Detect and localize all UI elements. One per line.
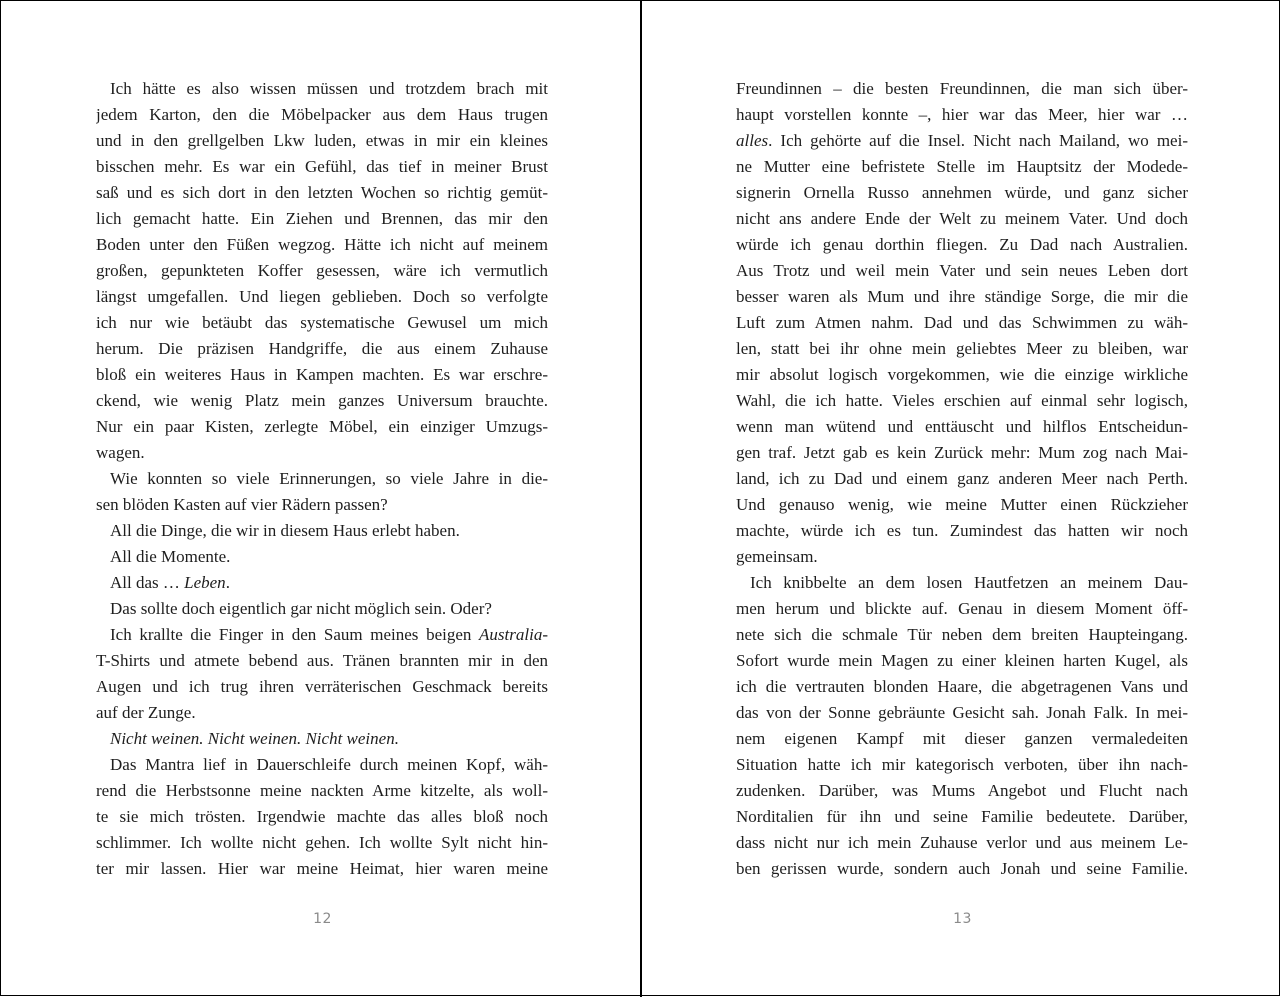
text-line xyxy=(96,388,548,414)
text-segment: lich gemacht hatte. Ein Ziehen und Brennen, das mir den xyxy=(96,209,548,228)
left-page-number: 12 xyxy=(313,911,332,927)
text-line xyxy=(96,648,548,674)
text-line xyxy=(96,804,548,830)
text-line xyxy=(736,492,1188,518)
text-segment: Norditalien für ihn und seine Familie bedeutete. Darüber, xyxy=(736,807,1188,826)
text-segment: zudenken. Darüber, was Mums Angebot und Flucht nach xyxy=(736,781,1188,800)
text-line xyxy=(736,206,1188,232)
text-segment: - xyxy=(542,625,548,644)
text-line xyxy=(736,180,1188,206)
text-segment: ckend, wie wenig Platz mein ganzes Universum brauchte. xyxy=(96,391,548,410)
text-segment: und in den grellgelben Lkw luden, etwas in mir ein kleines xyxy=(96,131,548,150)
text-segment: Wahl, die ich hatte. Vieles erschien auf einmal sehr logisch, xyxy=(736,391,1188,410)
text-line xyxy=(96,128,548,154)
text-segment: bisschen mehr. Es war ein Gefühl, das tief in meiner Brust xyxy=(96,157,548,176)
text-line xyxy=(96,440,548,466)
text-line xyxy=(96,310,548,336)
text-line xyxy=(736,544,1188,570)
text-segment: ter mir lassen. Hier war meine Heimat, hier waren meine xyxy=(96,859,548,878)
right-page-number: 13 xyxy=(953,911,972,927)
text-segment: land, ich zu Dad und einem ganz anderen Meer nach Perth. xyxy=(736,469,1188,488)
text-line xyxy=(736,362,1188,388)
text-segment: Situation hatte ich mir kategorisch verboten, über ihn nach- xyxy=(736,755,1188,774)
text-segment: len, statt bei ihr ohne mein geliebtes Meer zu bleiben, war xyxy=(736,339,1188,358)
text-segment: gen traf. Jetzt gab es kein Zurück mehr: Mum zog nach Mai- xyxy=(736,443,1188,462)
text-line xyxy=(736,752,1188,778)
text-line xyxy=(96,856,548,882)
text-segment: wenn man wütend und enttäuscht und hilflos Entscheidun- xyxy=(736,417,1188,436)
text-segment: schlimmer. Ich wollte nicht gehen. Ich wollte Sylt nicht hin- xyxy=(96,833,548,852)
text-segment: Wie konnten so viele Erinnerungen, so viele Jahre in die- xyxy=(110,469,548,488)
text-segment: Luft zum Atmen nahm. Dad und das Schwimmen zu wäh- xyxy=(736,313,1188,332)
text-line xyxy=(96,206,548,232)
text-segment: Nur ein paar Kisten, zerlegte Möbel, ein einziger Umzugs- xyxy=(96,417,548,436)
text-line xyxy=(736,596,1188,622)
text-segment: besser waren als Mum und ihre ständige Sorge, die mir die xyxy=(736,287,1188,306)
text-line xyxy=(736,440,1188,466)
text-line xyxy=(736,622,1188,648)
text-segment: . Ich gehörte auf die Insel. Nicht nach Mailand, wo mei- xyxy=(768,131,1188,150)
text-segment: T-Shirts und atmete bebend aus. Tränen brannten mir in den xyxy=(96,651,548,670)
text-line xyxy=(736,700,1188,726)
text-line xyxy=(96,258,548,284)
text-segment: nicht ans andere Ende der Welt zu meinem Vater. Und doch xyxy=(736,209,1188,228)
text-segment: te sie mich trösten. Irgendwie machte das alles bloß noch xyxy=(96,807,548,826)
text-segment: Das Mantra lief in Dauerschleife durch meinen Kopf, wäh- xyxy=(110,755,548,774)
text-line xyxy=(736,648,1188,674)
text-line xyxy=(736,674,1188,700)
text-segment: mir absolut logisch vorgekommen, wie die einzige wirkliche xyxy=(736,365,1188,384)
text-line xyxy=(96,76,548,102)
text-line xyxy=(96,154,548,180)
italic-text: Nicht weinen. Nicht weinen. Nicht weinen. xyxy=(110,729,399,748)
text-line xyxy=(736,284,1188,310)
text-line xyxy=(96,622,548,648)
text-segment: längst umgefallen. Und liegen geblieben. Doch so verfolgte xyxy=(96,287,548,306)
text-line xyxy=(96,492,548,518)
left-page xyxy=(1,1,640,997)
text-line xyxy=(736,128,1188,154)
italic-text: Leben xyxy=(184,573,226,592)
text-line xyxy=(736,258,1188,284)
text-line xyxy=(96,284,548,310)
right-page-text xyxy=(736,76,1188,882)
text-segment: Augen und ich trug ihren verräterischen Geschmack bereits xyxy=(96,677,548,696)
text-line xyxy=(96,336,548,362)
text-line xyxy=(96,102,548,128)
text-line xyxy=(736,518,1188,544)
text-line xyxy=(736,388,1188,414)
text-segment: Ich krallte die Finger in den Saum meines beigen xyxy=(110,625,480,644)
text-line xyxy=(736,76,1188,102)
italic-text: alles xyxy=(736,131,769,150)
text-segment: Ich hätte es also wissen müssen und trotzdem brach mit xyxy=(110,79,548,98)
text-line xyxy=(736,102,1188,128)
text-segment: Das sollte doch eigentlich gar nicht möglich sein. Oder? xyxy=(110,599,492,618)
left-page-text xyxy=(96,76,548,882)
text-segment: herum. Die präzisen Handgriffe, die aus einem Zuhause xyxy=(96,339,548,358)
italic-text: Australia xyxy=(479,625,543,644)
text-line xyxy=(96,180,548,206)
text-line xyxy=(736,804,1188,830)
text-line xyxy=(736,856,1188,882)
text-segment: saß und es sich dort in den letzten Wochen so richtig gemüt- xyxy=(96,183,548,202)
text-segment: würde ich genau dorthin fliegen. Zu Dad nach Australien. xyxy=(736,235,1188,254)
text-segment: men herum und blickte auf. Genau in diesem Moment öff- xyxy=(736,599,1188,618)
text-segment: ich nur wie betäubt das systematische Gewusel um mich xyxy=(96,313,548,332)
text-segment: ne Mutter eine befristete Stelle im Hauptsitz der Modede- xyxy=(736,157,1188,176)
text-segment: Boden unter den Füßen wegzog. Hätte ich nicht auf meinem xyxy=(96,235,548,254)
text-segment: . xyxy=(225,573,230,592)
text-line xyxy=(736,830,1188,856)
text-line xyxy=(96,778,548,804)
text-line xyxy=(96,414,548,440)
text-line xyxy=(736,310,1188,336)
text-segment: ben gerissen wurde, sondern auch Jonah und seine Familie. xyxy=(736,859,1188,878)
text-segment: signerin Ornella Russo annehmen würde, und ganz sicher xyxy=(736,183,1188,202)
text-segment: rend die Herbstsonne meine nackten Arme kitzelte, als woll- xyxy=(96,781,548,800)
text-segment: auf der Zunge. xyxy=(96,703,196,722)
text-line xyxy=(96,544,548,570)
text-segment: gemeinsam. xyxy=(736,547,818,566)
text-segment: nete sich die schmale Tür neben dem breiten Haupteingang. xyxy=(736,625,1188,644)
text-segment: machte, würde ich es tun. Zumindest das hatten wir noch xyxy=(736,521,1188,540)
text-line xyxy=(736,154,1188,180)
text-segment: ich die vertrauten blonden Haare, die abgetragenen Vans und xyxy=(736,677,1188,696)
text-line xyxy=(96,362,548,388)
text-segment: dass nicht nur ich mein Zuhause verlor und aus meinem Le- xyxy=(736,833,1188,852)
text-line xyxy=(736,336,1188,362)
text-line xyxy=(96,232,548,258)
text-line xyxy=(736,466,1188,492)
text-line xyxy=(736,778,1188,804)
text-segment: das von der Sonne gebräunte Gesicht sah. Jonah Falk. In mei- xyxy=(736,703,1188,722)
text-line xyxy=(96,700,548,726)
text-line xyxy=(96,570,548,596)
text-segment: Aus Trotz und weil mein Vater und sein neues Leben dort xyxy=(736,261,1188,280)
text-line xyxy=(736,414,1188,440)
text-segment: Freundinnen – die besten Freundinnen, die man sich über- xyxy=(736,79,1188,98)
text-line xyxy=(96,518,548,544)
text-segment: bloß ein weiteres Haus in Kampen machten. Es war erschre- xyxy=(96,365,548,384)
text-segment: Ich knibbelte an dem losen Hautfetzen an meinem Dau- xyxy=(750,573,1188,592)
text-segment: sen blöden Kasten auf vier Rädern passen? xyxy=(96,495,388,514)
text-segment: großen, gepunkteten Koffer gesessen, wäre ich vermutlich xyxy=(96,261,548,280)
text-line xyxy=(736,232,1188,258)
text-line xyxy=(96,830,548,856)
text-segment: nem eigenen Kampf mit dieser ganzen vermaledeiten xyxy=(736,729,1188,748)
text-line xyxy=(96,674,548,700)
text-segment: Und genauso wenig, wie meine Mutter einen Rückzieher xyxy=(736,495,1188,514)
text-segment: All die Dinge, die wir in diesem Haus erlebt haben. xyxy=(110,521,460,540)
text-line xyxy=(96,726,548,752)
text-segment: haupt vorstellen konnte –, hier war das Meer, hier war … xyxy=(736,105,1188,124)
text-segment: jedem Karton, den die Möbelpacker aus dem Haus trugen xyxy=(96,105,548,124)
text-segment: wagen. xyxy=(96,443,145,462)
text-segment: All das … xyxy=(110,573,185,592)
text-line xyxy=(736,726,1188,752)
text-line xyxy=(96,466,548,492)
text-segment: Sofort wurde mein Magen zu einer kleinen harten Kugel, als xyxy=(736,651,1188,670)
right-page xyxy=(642,1,1280,997)
text-line xyxy=(736,570,1188,596)
text-line xyxy=(96,596,548,622)
text-segment: All die Momente. xyxy=(110,547,231,566)
text-line xyxy=(96,752,548,778)
